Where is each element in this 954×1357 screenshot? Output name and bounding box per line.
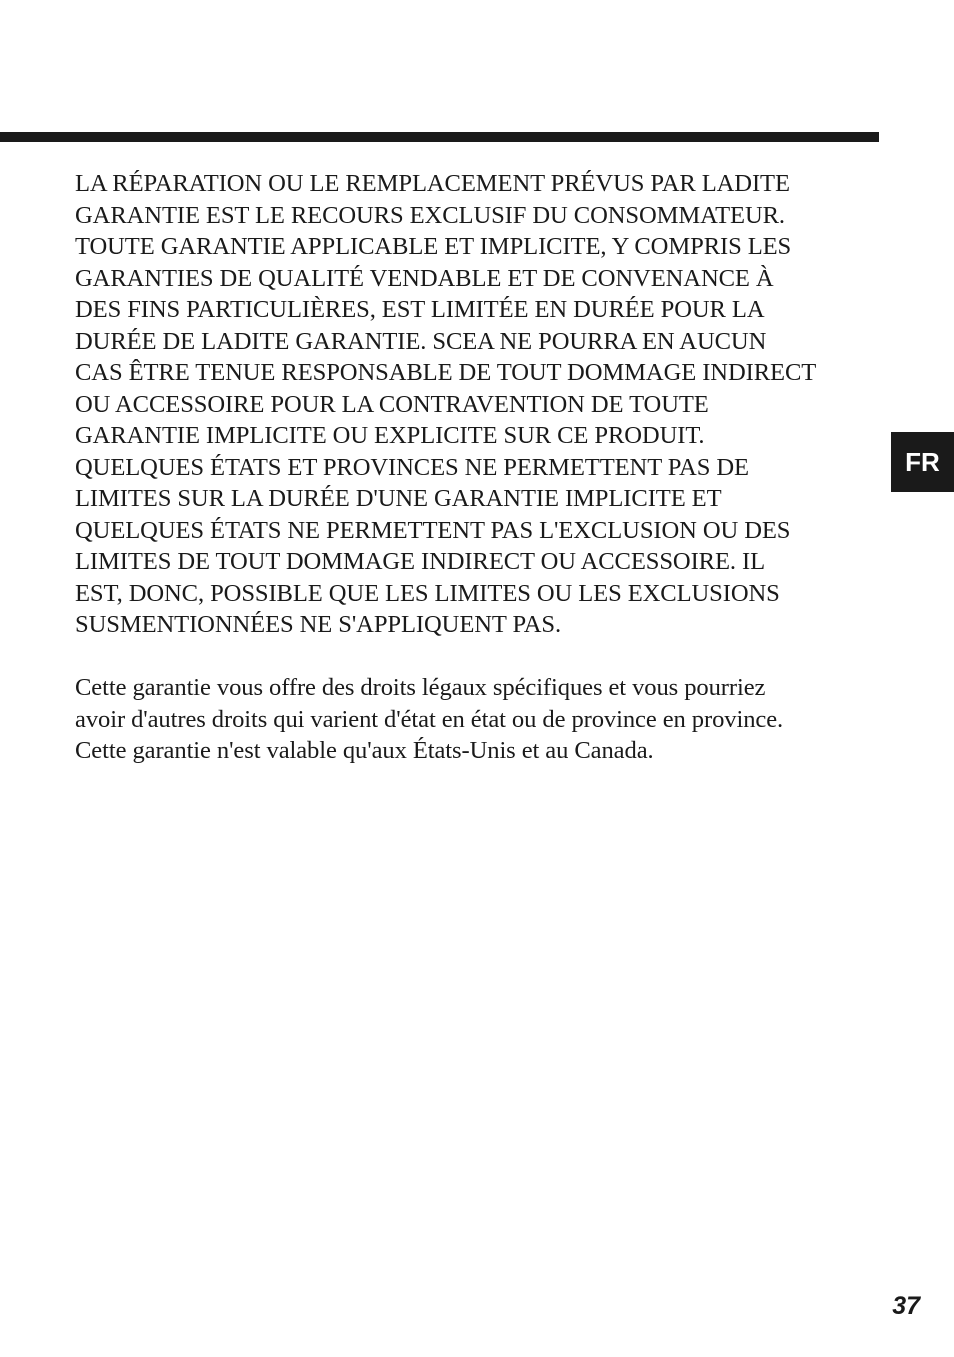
text-line: Cette garantie vous offre des droits légaux spécifiques et vous pourriez: [75, 674, 766, 701]
text-line: LA RÉPARATION OU LE REMPLACEMENT PRÉVUS PAR LADITE: [75, 170, 790, 197]
text-line: DES FINS PARTICULIÈRES, EST LIMITÉE EN DURÉE POUR LA: [75, 296, 765, 323]
text-line: CAS ÊTRE TENUE RESPONSABLE DE TOUT DOMMAGE INDIRECT: [75, 359, 817, 386]
text-line: OU ACCESSOIRE POUR LA CONTRAVENTION DE TOUTE: [75, 390, 709, 418]
text-line: LIMITES DE TOUT DOMMAGE INDIRECT OU ACCESSOIRE. IL: [75, 548, 766, 575]
text-line: DURÉE DE LADITE GARANTIE. SCEA NE POURRA EN AUCUN: [75, 327, 767, 355]
language-tab: FR: [891, 432, 954, 492]
warranty-text: [75, 168, 885, 767]
text-line: GARANTIE IMPLICITE OU EXPLICITE SUR CE PRODUIT.: [75, 422, 705, 449]
page-number: 37: [892, 1292, 920, 1320]
text-line: LIMITES SUR LA DURÉE D'UNE GARANTIE IMPLICITE ET: [75, 485, 722, 512]
text-line: QUELQUES ÉTATS NE PERMETTENT PAS L'EXCLUSION OU DES: [75, 516, 791, 544]
text-line: avoir d'autres droits qui varient d'état en état ou de province en province.: [75, 705, 784, 733]
text-line: EST, DONC, POSSIBLE QUE LES LIMITES OU LES EXCLUSIONS: [75, 579, 780, 607]
text-line: QUELQUES ÉTATS ET PROVINCES NE PERMETTENT PAS DE: [75, 453, 749, 481]
text-line: Cette garantie n'est valable qu'aux États-Unis et au Canada.: [75, 737, 654, 764]
warranty-rights-paragraph: [75, 672, 885, 767]
text-line: SUSMENTIONNÉES NE S'APPLIQUENT PAS.: [75, 611, 562, 638]
text-line: TOUTE GARANTIE APPLICABLE ET IMPLICITE, Y COMPRIS LES: [75, 233, 792, 260]
top-rule: [0, 132, 879, 142]
text-line: GARANTIES DE QUALITÉ VENDABLE ET DE CONVENANCE À: [75, 264, 774, 292]
warranty-disclaimer-paragraph: [75, 168, 885, 641]
text-line: GARANTIE EST LE RECOURS EXCLUSIF DU CONSOMMATEUR.: [75, 201, 785, 229]
